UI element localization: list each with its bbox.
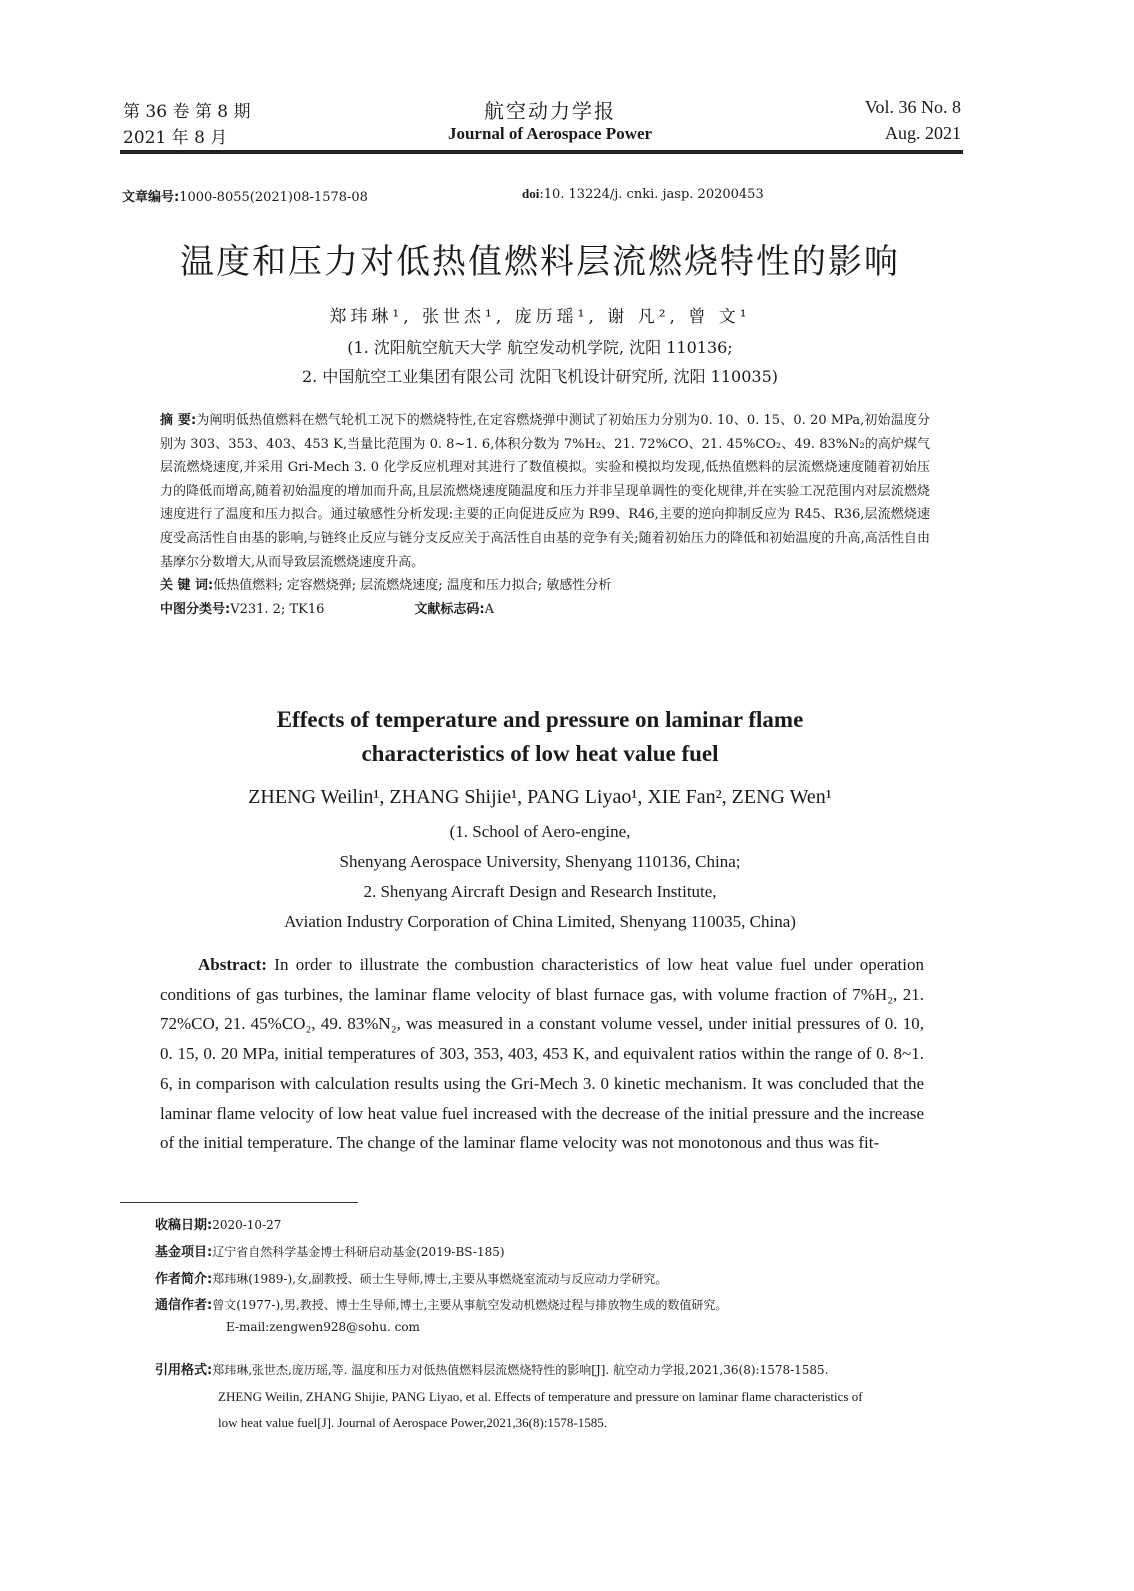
authors-cn: 郑玮琳¹, 张世杰¹, 庞历瑶¹, 谢 凡², 曾 文¹ [329,307,751,327]
clc: V231. 2; TK16 [230,601,325,617]
corresponding-author-value: 曾文(1977-),男,教授、博士生导师,博士,主要从事航空发动机燃烧过程与排放物生成的数值研究。 [212,1298,728,1312]
date-cn: 2021 年 8 月 [123,128,228,148]
footnote-rule [120,1202,358,1203]
citation-en-line-2: low heat value fuel[J]. Journal of Aerospace Power,2021,36(8):1578-1585. [218,1415,608,1430]
journal-name-en: Journal of Aerospace Power [447,124,653,143]
keywords-label: 关 键 词: [160,578,214,594]
citation [155,1357,967,1436]
title-en-line-1: Effects of temperature and pressure on laminar flame [276,707,804,732]
citation-label: 引用格式: [155,1363,213,1378]
abstract-en-text: In order to illustrate the combustion characteristics of low heat value fuel under operation conditions of gas turbines, the laminar flame velocity of blast furnace gas, with volume fraction of 7%H₂, 21. 72%CO, 21. 45%CO₂, 49. 83%N₂, was measured in a constant volume vessel, under initial pressures of 0. 10, 0. 15, 0. 20 MPa, initial temperatures of 303, 353, 403, 453 K, and equivalent ratios within the range of 0. 8~1. 6, in comparison with calculation results using the Gri-Mech 3. 0 kinetic mechanism. It was concluded that the laminar flame velocity of low heat value fuel increased with the decrease of the initial pressure and the increase of the initial temperature. The change of the laminar flame velocity was not monotonous and thus was fit- [160,955,924,1153]
article-number-value: 1000-8055(2021)08-1578-08 [179,190,368,205]
doi-label: doi [522,186,540,201]
fund-label: 基金项目: [155,1245,213,1260]
affiliation-cn-1: (1. 沈阳航空航天大学 航空发动机学院, 沈阳 110136; [347,338,733,357]
date-en: Aug. 2021 [885,123,961,143]
doi [522,186,764,202]
title-cn: 温度和压力对低热值燃料层流燃烧特性的影响 [180,242,900,282]
doc-code: A [484,601,494,617]
fund [155,1241,965,1260]
author-bio-label: 作者简介: [155,1272,213,1287]
received-value: 2020-10-27 [212,1218,282,1232]
author-bio [155,1268,965,1287]
author-bio-value: 郑玮琳(1989-),女,副教授、硕士生导师,博士,主要从事燃烧室流动与反应动力学研究。 [212,1272,668,1286]
volume-issue-en: Vol. 36 No. 8 [864,97,961,117]
affiliation-en-1: (1. School of Aero-engine, [449,822,631,841]
abstract-cn-label: 摘 要: [160,413,197,428]
abstract-cn-text: 为阐明低热值燃料在燃气轮机工况下的燃烧特性,在定容燃烧弹中测试了初始压力分别为0. 10、0. 15、0. 20 MPa,初始温度分别为 303、353、403、453 K,当量比范围为 0. 8~1. 6,体积分数为 7%H₂、21. 72%CO、21. 45%CO₂、49. 83%N₂的高炉煤气层流燃烧速度,并采用 Gri-Mech 3. 0 化学反应机理对其进行了数值模拟。实验和模拟均发现,低热值燃料的层流燃烧速度随着初始压力的降低而增高,随着初始温度的增加而升高,且层流燃烧速度随温度和压力并非呈现单调性的变化规律,并在实验工况范围内对层流燃烧速度进行了温度和压力拟合。通过敏感性分析发现:主要的正向促进反应为 R99、R46,主要的逆向抑制反应为 R45、R36,层流燃烧速度受高活性自由基的影响,与链终止反应与链分支反应关于高活性自由基的竞争有关;随着初始压力的降低和初始温度的升高,高活性自由基摩尔分数增大,从而导致层流燃烧速度升高。 [160,413,930,570]
fund-value: 辽宁省自然科学基金博士科研启动基金(2019-BS-185) [212,1245,505,1259]
authors-en: ZHENG Weilin¹, ZHANG Shijie¹, PANG Liyao¹, XIE Fan², ZENG Wen¹ [248,786,832,808]
affiliation-en-3: 2. Shenyang Aircraft Design and Research Institute, [363,882,717,901]
title-en [0,703,1080,771]
corresponding-author [155,1294,965,1313]
received-date [155,1214,965,1233]
abstract-en [160,950,924,1158]
email: E-mail:zengwen928@sohu. com [226,1320,420,1334]
doi-value: :10. 13224/j. cnki. jasp. 20200453 [539,187,764,202]
title-en-line-2: characteristics of low heat value fuel [361,741,719,766]
citation-en-line-1: ZHENG Weilin, ZHANG Shijie, PANG Liyao, et al. Effects of temperature and pressure on laminar flame characteristics of [218,1389,863,1404]
affiliation-cn-2: 2. 中国航空工业集团有限公司 沈阳飞机设计研究所, 沈阳 110035) [301,367,779,386]
received-label: 收稿日期: [155,1218,213,1233]
doc-code-label: 文献标志码: [414,601,485,617]
article-number-label: 文章编号: [122,190,180,205]
header-rule [120,150,963,154]
article-number [122,186,368,205]
journal-name-cn: 航空动力学报 [484,99,616,123]
abstract-cn [160,409,930,621]
abstract-en-label: Abstract: [198,955,267,974]
clc-label: 中图分类号: [160,601,231,617]
volume-issue-cn: 第 36 卷 第 8 期 [123,102,251,122]
keywords: 低热值燃料; 定容燃烧弹; 层流燃烧速度; 温度和压力拟合; 敏感性分析 [213,578,612,594]
corresponding-author-label: 通信作者: [155,1298,213,1313]
citation-cn: 郑玮琳,张世杰,庞历瑶,等. 温度和压力对低热值燃料层流燃烧特性的影响[J]. 航空动力学报,2021,36(8):1578-1585. [212,1363,829,1377]
affiliation-en-2: Shenyang Aerospace University, Shenyang 110136, China; [339,852,741,871]
affiliation-en-4: Aviation Industry Corporation of China Limited, Shenyang 110035, China) [284,912,796,931]
